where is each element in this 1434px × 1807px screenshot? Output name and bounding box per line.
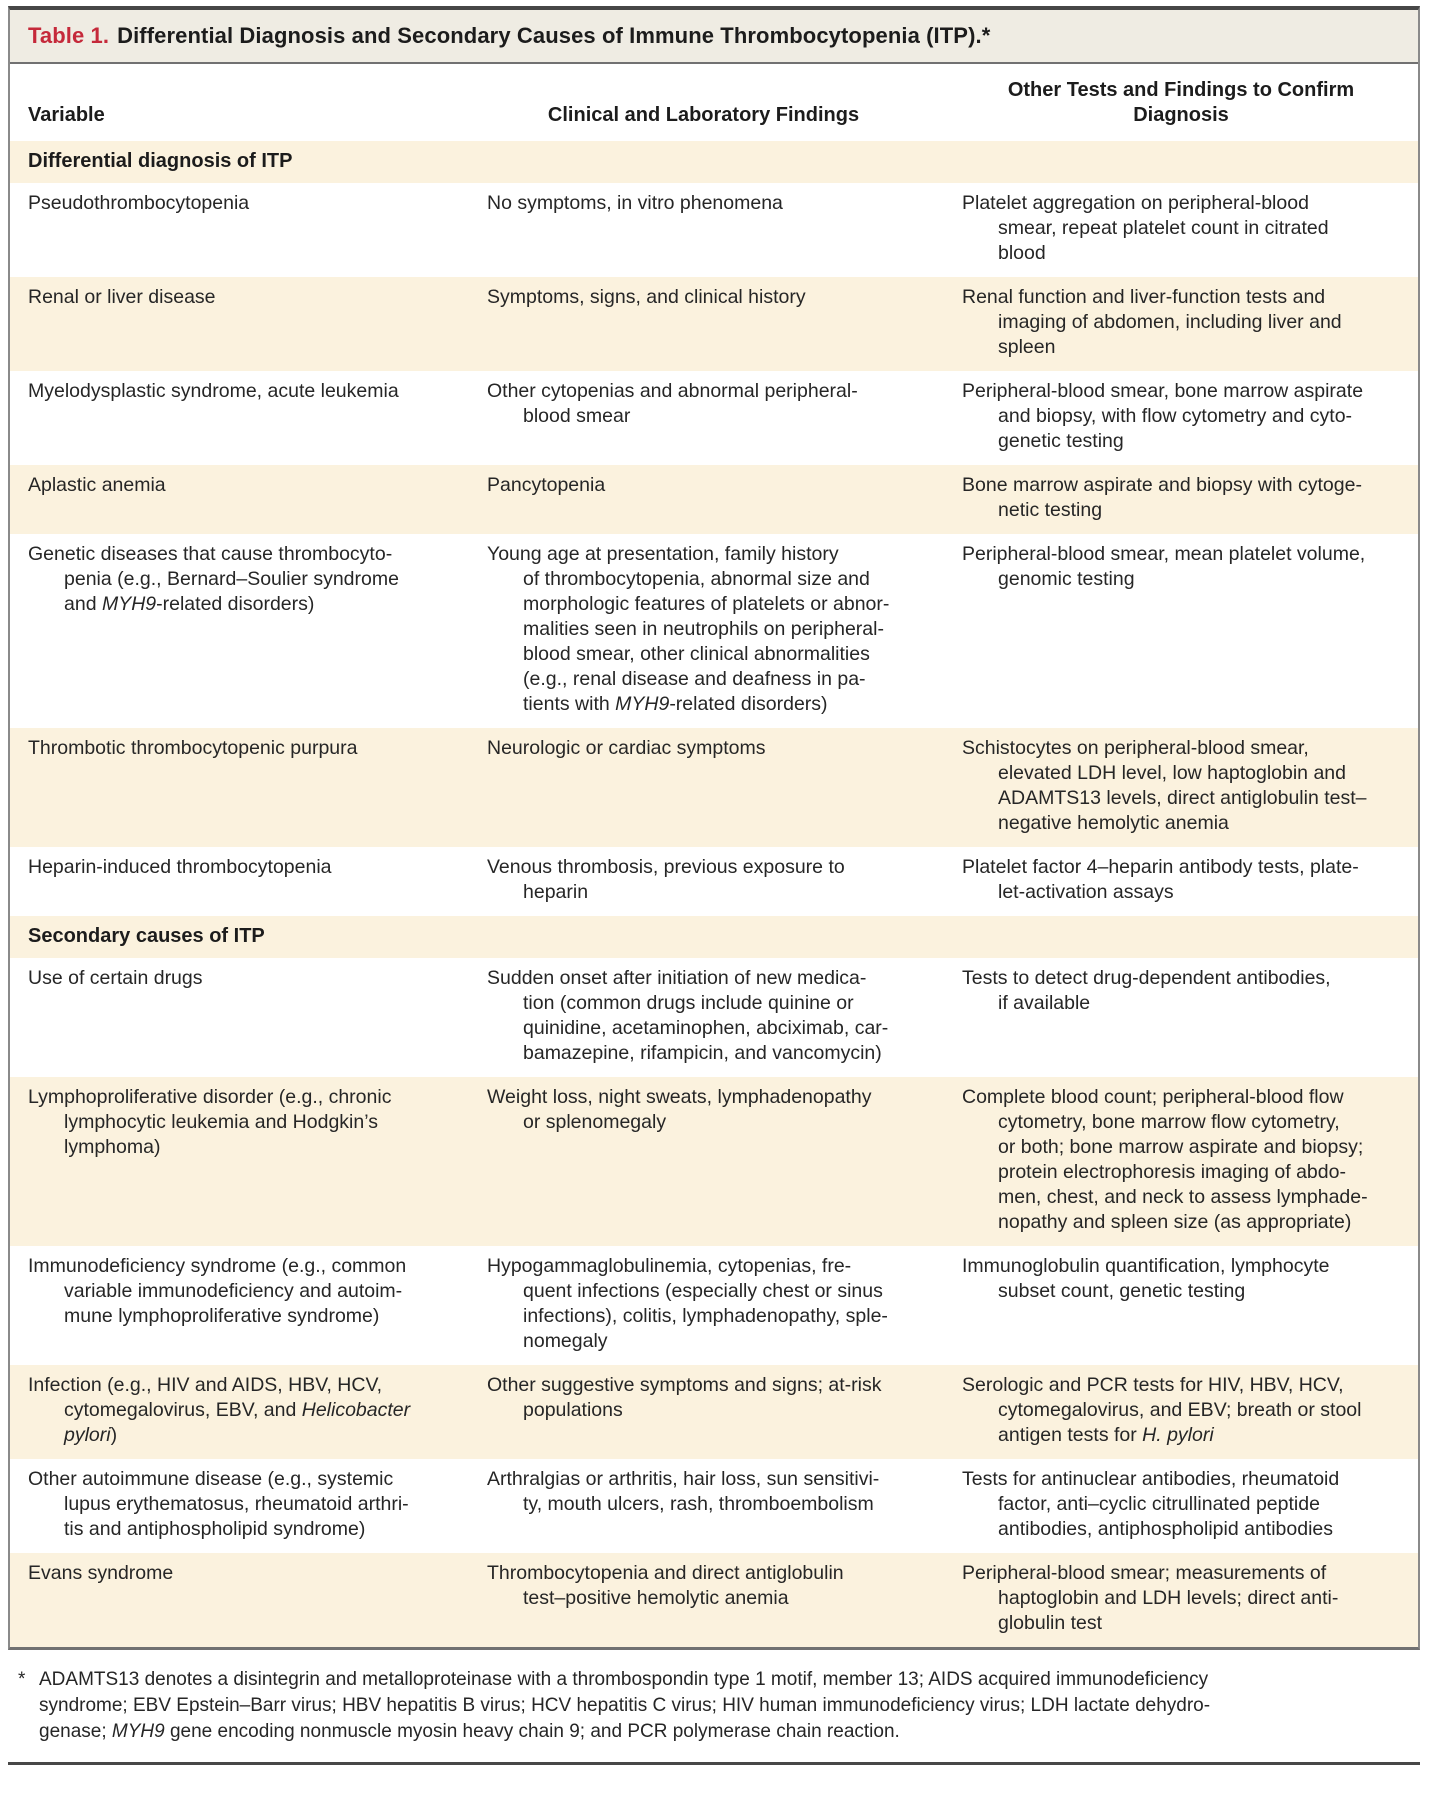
text-line: Renal function and liver-function tests and — [962, 286, 1326, 308]
text-line: Platelet aggregation on peripheral-blood — [962, 192, 1309, 214]
text-line: Genetic diseases that cause thrombocyto- — [28, 543, 393, 565]
text-line: Peripheral-blood smear, mean platelet volume, — [962, 543, 1366, 565]
text-line: heparin — [523, 881, 589, 903]
table-row — [10, 728, 1418, 847]
table-1 — [8, 6, 1420, 1650]
text-line: No symptoms, in vitro phenomena — [487, 192, 783, 214]
text-line: Other autoimmune disease (e.g., systemic — [28, 1468, 394, 1490]
text-line: malities seen in neutrophils on peripheral- — [523, 618, 884, 640]
table-row — [10, 1077, 1418, 1246]
text-line: Other cytopenias and abnormal peripheral- — [487, 380, 858, 402]
text-line: imaging of abdomen, including liver and — [998, 311, 1342, 333]
text-line: Symptoms, signs, and clinical history — [487, 286, 806, 308]
text-line: Peripheral-blood smear, bone marrow aspirate — [962, 380, 1364, 402]
variable-cell — [10, 285, 475, 360]
column-header-variable: Variable — [28, 104, 105, 126]
text-line: blood — [998, 242, 1046, 264]
text-line: lymphocytic leukemia and Hodgkin’s — [64, 1111, 378, 1133]
text-line: test–positive hemolytic anemia — [523, 1587, 789, 1609]
column-header-other-tests — [950, 78, 1418, 128]
variable-cell — [10, 966, 475, 1066]
text-line: penia (e.g., Bernard–Soulier syndrome — [64, 568, 399, 590]
text-line: Evans syndrome — [28, 1562, 174, 1584]
findings-cell — [475, 736, 950, 836]
footnote-asterisk: * — [18, 1669, 26, 1690]
table-footnote — [8, 1650, 1420, 1757]
text-line: Peripheral-blood smear; measurements of — [962, 1562, 1327, 1584]
text-line: cytomegalovirus, EBV, and Helicobacter — [64, 1399, 411, 1421]
text-line: nomegaly — [523, 1330, 608, 1352]
text-line: lymphoma) — [64, 1136, 161, 1158]
text-line: Venous thrombosis, previous exposure to — [487, 856, 845, 878]
text-line: Hypogammaglobulinemia, cytopenias, fre- — [487, 1255, 852, 1277]
text-line: Aplastic anemia — [28, 474, 166, 496]
text-line: subset count, genetic testing — [998, 1280, 1246, 1302]
variable-cell — [10, 1467, 475, 1542]
text-line: Immunodeficiency syndrome (e.g., common — [28, 1255, 407, 1277]
tests-cell — [950, 1373, 1418, 1448]
tests-cell — [950, 542, 1418, 717]
column-header-clinical-findings: Clinical and Laboratory Findings — [547, 104, 860, 126]
text-line: if available — [998, 992, 1091, 1014]
text-line: antibodies, antiphospholipid antibodies — [998, 1518, 1334, 1540]
text-line: spleen — [998, 336, 1056, 358]
table-row — [10, 1553, 1418, 1647]
text-line: Schistocytes on peripheral-blood smear, — [962, 737, 1309, 759]
section-header-secondary-causes: Secondary causes of ITP — [10, 916, 1418, 958]
table-row — [10, 847, 1418, 916]
text-line: Infection (e.g., HIV and AIDS, HBV, HCV, — [28, 1374, 383, 1396]
text-line: Bone marrow aspirate and biopsy with cytoge- — [962, 474, 1362, 496]
findings-cell — [475, 542, 950, 717]
text-line: men, chest, and neck to assess lymphade- — [998, 1186, 1368, 1208]
variable-cell — [10, 473, 475, 523]
text-line: elevated LDH level, low haptoglobin and — [998, 762, 1346, 784]
footnote-line: ADAMTS13 denotes a disintegrin and metalloproteinase with a thrombospondin type 1 motif, member 13; AIDS acquired immunodeficiency — [39, 1669, 1209, 1690]
tests-cell — [950, 966, 1418, 1066]
table-body — [10, 141, 1418, 1647]
text-line: Tests to detect drug-dependent antibodies, — [962, 967, 1331, 989]
table-row — [10, 371, 1418, 465]
text-line: Tests for antinuclear antibodies, rheumatoid — [962, 1468, 1340, 1490]
findings-cell — [475, 1561, 950, 1636]
text-line: and biopsy, with flow cytometry and cyto- — [998, 405, 1353, 427]
text-line: factor, anti–cyclic citrullinated peptide — [998, 1493, 1320, 1515]
text-line: populations — [523, 1399, 623, 1421]
text-line: ADAMTS13 levels, direct antiglobulin test– — [998, 787, 1367, 809]
findings-cell — [475, 1254, 950, 1354]
text-line: Immunoglobulin quantification, lymphocyte — [962, 1255, 1330, 1277]
text-line: haptoglobin and LDH levels; direct anti- — [998, 1587, 1339, 1609]
variable-cell — [10, 542, 475, 717]
text-line: Sudden onset after initiation of new medica- — [487, 967, 867, 989]
text-line: mune lymphoproliferative syndrome) — [64, 1305, 380, 1327]
section-header-differential-diagnosis: Differential diagnosis of ITP — [10, 141, 1418, 183]
text-line: negative hemolytic anemia — [998, 812, 1229, 834]
variable-cell — [10, 736, 475, 836]
findings-cell — [475, 1373, 950, 1448]
table-row — [10, 1459, 1418, 1553]
text-line: tis and antiphospholipid syndrome) — [64, 1518, 366, 1540]
findings-cell — [475, 966, 950, 1066]
text-line: Use of certain drugs — [28, 967, 203, 989]
text-line: Pancytopenia — [487, 474, 606, 496]
bottom-rule — [8, 1762, 1420, 1773]
text-line: cytomegalovirus, and EBV; breath or stool — [998, 1399, 1362, 1421]
text-line: Arthralgias or arthritis, hair loss, sun sensitivi- — [487, 1468, 880, 1490]
text-line: of thrombocytopenia, abnormal size and — [523, 568, 870, 590]
variable-cell — [10, 855, 475, 905]
text-line: blood smear — [523, 405, 631, 427]
table-row — [10, 534, 1418, 728]
table-row — [10, 183, 1418, 277]
table-row — [10, 1246, 1418, 1365]
table-row — [10, 958, 1418, 1077]
text-line: Lymphoproliferative disorder (e.g., chronic — [28, 1086, 392, 1108]
text-line: or splenomegaly — [523, 1111, 667, 1133]
findings-cell — [475, 191, 950, 266]
tests-cell — [950, 1467, 1418, 1542]
text-line: let-activation assays — [998, 881, 1174, 903]
text-line: quent infections (especially chest or sinus — [523, 1280, 883, 1302]
tests-cell — [950, 1561, 1418, 1636]
column-header-other-tests-line1: Other Tests and Findings to Confirm — [1007, 79, 1355, 101]
findings-cell — [475, 1085, 950, 1235]
footnote-line: syndrome; EBV Epstein–Barr virus; HBV hepatitis B virus; HCV hepatitis C virus; HIV human immunodeficiency virus; LDH lactate dehydro- — [39, 1695, 1211, 1716]
findings-cell — [475, 285, 950, 360]
findings-cell — [475, 379, 950, 454]
text-line: genetic testing — [998, 430, 1124, 452]
text-line: or both; bone marrow aspirate and biopsy; — [998, 1136, 1364, 1158]
text-line: blood smear, other clinical abnormalities — [523, 643, 870, 665]
findings-cell — [475, 473, 950, 523]
text-line: variable immunodeficiency and autoim- — [64, 1280, 403, 1302]
text-line: Renal or liver disease — [28, 286, 216, 308]
text-line: Weight loss, night sweats, lymphadenopathy — [487, 1086, 872, 1108]
column-header-other-tests-line2: Diagnosis — [1133, 104, 1229, 126]
table-row — [10, 465, 1418, 534]
table-row — [10, 1365, 1418, 1459]
table-title-text: Differential Diagnosis and Secondary Causes of Immune Thrombocytopenia (ITP).* — [117, 23, 991, 48]
tests-cell — [950, 285, 1418, 360]
text-line: infections), colitis, lymphadenopathy, sple- — [523, 1305, 888, 1327]
text-line: (e.g., renal disease and deafness in pa- — [523, 668, 866, 690]
text-line: Pseudothrombocytopenia — [28, 192, 250, 214]
text-line: antigen tests for H. pylori — [998, 1424, 1214, 1446]
table-title-bar — [10, 10, 1418, 64]
tests-cell — [950, 1254, 1418, 1354]
variable-cell — [10, 1561, 475, 1636]
findings-cell — [475, 855, 950, 905]
text-line: smear, repeat platelet count in citrated — [998, 217, 1329, 239]
text-line: Neurologic or cardiac symptoms — [487, 737, 766, 759]
variable-cell — [10, 1085, 475, 1235]
text-line: tients with MYH9-related disorders) — [523, 693, 828, 715]
text-line: quinidine, acetaminophen, abciximab, car- — [523, 1017, 889, 1039]
tests-cell — [950, 473, 1418, 523]
text-line: protein electrophoresis imaging of abdo- — [998, 1161, 1346, 1183]
text-line: cytometry, bone marrow flow cytometry, — [998, 1111, 1340, 1133]
text-line: bamazepine, rifampicin, and vancomycin) — [523, 1042, 882, 1064]
variable-cell — [10, 191, 475, 266]
text-line: tion (common drugs include quinine or — [523, 992, 854, 1014]
text-line: Complete blood count; peripheral-blood flow — [962, 1086, 1344, 1108]
text-line: netic testing — [998, 499, 1103, 521]
table-number: Table 1. — [28, 23, 110, 48]
tests-cell — [950, 379, 1418, 454]
variable-cell — [10, 379, 475, 454]
footnote-line: genase; MYH9 gene encoding nonmuscle myosin heavy chain 9; and PCR polymerase chain reaction. — [39, 1721, 900, 1742]
variable-cell — [10, 1373, 475, 1448]
text-line: Serologic and PCR tests for HIV, HBV, HCV, — [962, 1374, 1344, 1396]
text-line: Other suggestive symptoms and signs; at-risk — [487, 1374, 882, 1396]
text-line: nopathy and spleen size (as appropriate) — [998, 1211, 1352, 1233]
text-line: Young age at presentation, family history — [487, 543, 839, 565]
text-line: Thrombotic thrombocytopenic purpura — [28, 737, 358, 759]
text-line: pylori) — [64, 1424, 118, 1446]
text-line: globulin test — [998, 1612, 1103, 1634]
table-row — [10, 277, 1418, 371]
text-line: ty, mouth ulcers, rash, thromboembolism — [523, 1493, 874, 1515]
table-header-row — [10, 64, 1418, 141]
text-line: morphologic features of platelets or abnor- — [523, 593, 890, 615]
text-line: Heparin-induced thrombocytopenia — [28, 856, 332, 878]
tests-cell — [950, 736, 1418, 836]
tests-cell — [950, 1085, 1418, 1235]
text-line: and MYH9-related disorders) — [64, 593, 315, 615]
text-line: Myelodysplastic syndrome, acute leukemia — [28, 380, 399, 402]
footnote-text — [39, 1667, 1416, 1745]
findings-cell — [475, 1467, 950, 1542]
tests-cell — [950, 855, 1418, 905]
tests-cell — [950, 191, 1418, 266]
variable-cell — [10, 1254, 475, 1354]
text-line: Platelet factor 4–heparin antibody tests, plate- — [962, 856, 1359, 878]
text-line: genomic testing — [998, 568, 1135, 590]
text-line: Thrombocytopenia and direct antiglobulin — [487, 1562, 844, 1584]
text-line: lupus erythematosus, rheumatoid arthri- — [64, 1493, 409, 1515]
